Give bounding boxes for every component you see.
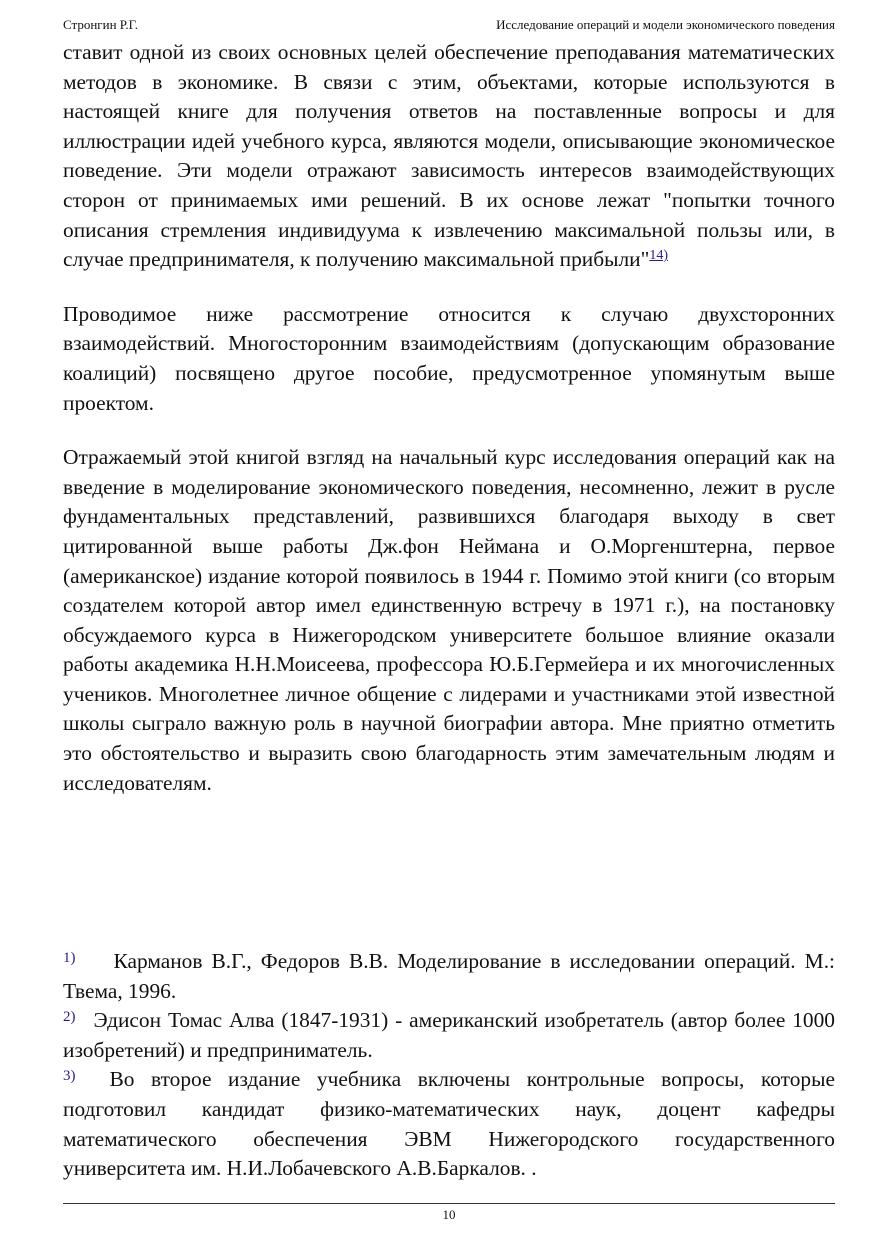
paragraph-1 xyxy=(63,38,835,275)
footnote-3-text: Во второе издание учебника включены контрольные вопросы, которые подготовил кандидат физико-математических наук, доцент кафедры математического обеспечения ЭВМ Нижегородского государственного университета им. Н.И.Лобачевского А.В.Баркалов. . xyxy=(63,1067,835,1181)
footnote-2: 2) Эдисон Томас Алва (1847-1931) - американский изобретатель (автор более 1000 изобретений) и предприниматель. xyxy=(63,1008,835,1062)
paragraph-1-text: ставит одной из своих основных целей обеспечение преподавания математических методов в экономике. В связи с этим, объектами, которые используются в настоящей книге для получения ответов на поставленные вопросы и для иллюстрации идей учебного курса, являются модели, описывающие экономическое поведение. Эти модели отражают зависимость интересов взаимодействующих сторон от принимаемых ими решений. В их основе лежат "попытки точного описания стремления индивидуума к извлечению максимальной пользы или, в случае предпринимателя, к получению максимальной прибыли" xyxy=(63,40,835,272)
document-page xyxy=(63,0,835,1241)
footnotes xyxy=(63,947,835,1184)
footnote-1: 1) Карманов В.Г., Федоров В.В. Моделирование в исследовании операций. М.: Твема, 1996. xyxy=(63,949,835,1003)
paragraph-2: Проводимое ниже рассмотрение относится к случаю двухсторонних взаимодействий. Многосторонним взаимодействиям (допускающим образование коалиций) посвящено другое пособие, предусмотренное упомянутым выше проектом. xyxy=(63,301,835,415)
header-book-title: Исследование операций и модели экономического поведения xyxy=(496,17,835,32)
footnote-reference-link[interactable]: 14) xyxy=(649,248,669,264)
running-header xyxy=(63,16,835,34)
paragraph-3: Отражаемый этой книгой взгляд на начальный курс исследования операций как на введение в моделирование экономического поведения, несомненно, лежит в русле фундаментальных представлений, развившихся благодаря выходу в свет цитированной выше работы Дж.фон Неймана и О.Моргенштерна, первое (американское) издание которой появилось в 1944 г. Помимо этой книги (со вторым создателем которой автор имел единственную встречу в 1971 г.), на постановку обсуждаемого курса в Нижегородском университете большое влияние оказали работы академика Н.Н.Моисеева, профессора Ю.Б.Гермейера и их многочисленных учеников. Многолетнее личное общение с лидерами и участниками этой известной школы сыграло важную роль в научной биографии автора. Мне приятно отметить это обстоятельство и выразить свою благодарность этим замечательным людям и исследователям. xyxy=(63,445,835,795)
footnote-1-text: Карманов В.Г., Федоров В.В. Моделирование в исследовании операций. М.: Твема, 1996. xyxy=(63,949,835,1003)
body-text xyxy=(63,38,835,823)
footnote-2-text: Эдисон Томас Алва (1847-1931) - американский изобретатель (автор более 1000 изобретений) и предприниматель. xyxy=(63,1008,835,1062)
footer-divider xyxy=(63,1203,835,1204)
footnote-3: 3) Во второе издание учебника включены контрольные вопросы, которые подготовил кандидат физико-математических наук, доцент кафедры математического обеспечения ЭВМ Нижегородского государственного университета им. Н.И.Лобачевского А.В.Баркалов. . xyxy=(63,1067,835,1181)
header-author: Стронгин Р.Г. xyxy=(63,17,138,32)
page-number: 10 xyxy=(442,1207,456,1222)
